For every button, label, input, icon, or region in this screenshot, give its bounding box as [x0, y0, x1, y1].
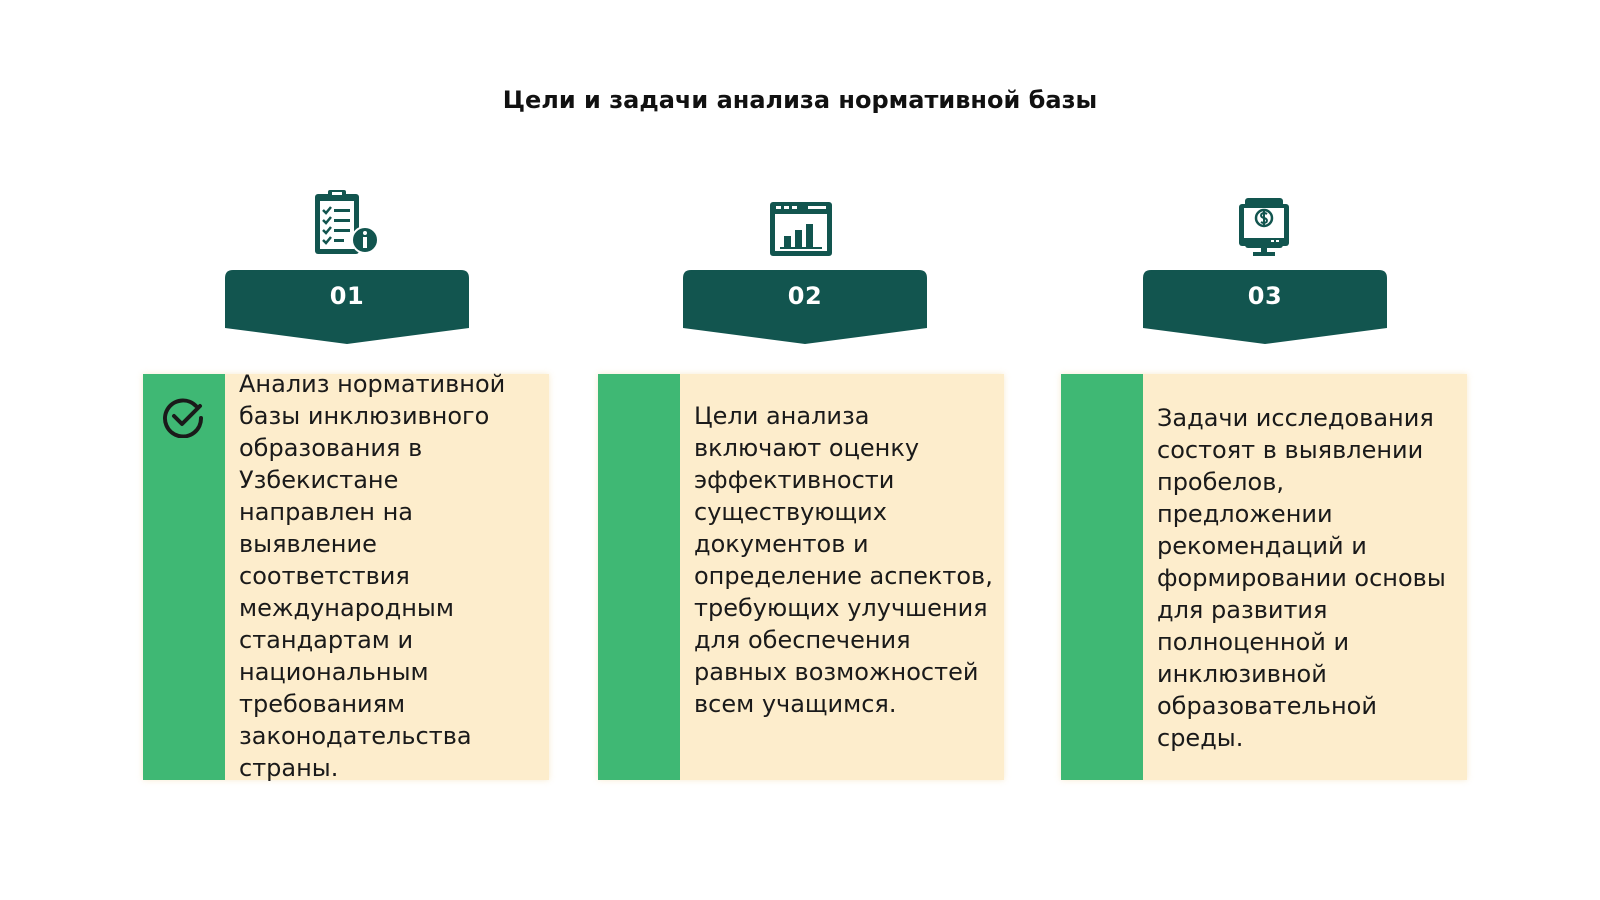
card-text: Цели анализа включают оценку эффективности существующих документов и определение аспектов, требующих улучшения для обеспечения равных возможностей всем учащимся.: [694, 402, 993, 718]
monitor-dollar-icon: [1237, 196, 1291, 258]
text-card: [143, 370, 549, 782]
step-number: 03: [1247, 282, 1283, 310]
number-banner: [223, 268, 471, 348]
card-text: Задачи исследования состоят в выявлении пробелов, предложении рекомендаций и формировании основы для развития полноценной и инклюзивной образовательной среды.: [1157, 404, 1446, 752]
card-accent-bar: [598, 374, 680, 780]
column-03: [1061, 0, 1471, 900]
card-accent-bar: [1061, 374, 1143, 780]
card-text: Анализ нормативной базы инклюзивного образования в Узбекистане направлен на выявление соответствия международным стандартам и национальным требованиям законодательства страны.: [239, 370, 506, 782]
text-card: [1061, 374, 1467, 780]
step-number: 01: [329, 282, 365, 310]
step-number: 02: [787, 282, 823, 310]
text-card: [598, 374, 1004, 780]
browser-bar-chart-icon: [768, 200, 834, 258]
clipboard-checklist-info-icon: [311, 188, 383, 258]
number-banner: [1141, 268, 1389, 348]
check-circle-icon: [161, 394, 205, 438]
number-banner: [681, 268, 929, 348]
column-02: [598, 0, 1008, 900]
column-01: [143, 0, 553, 900]
slide-title: Цели и задачи анализа нормативной базы: [502, 86, 1098, 114]
